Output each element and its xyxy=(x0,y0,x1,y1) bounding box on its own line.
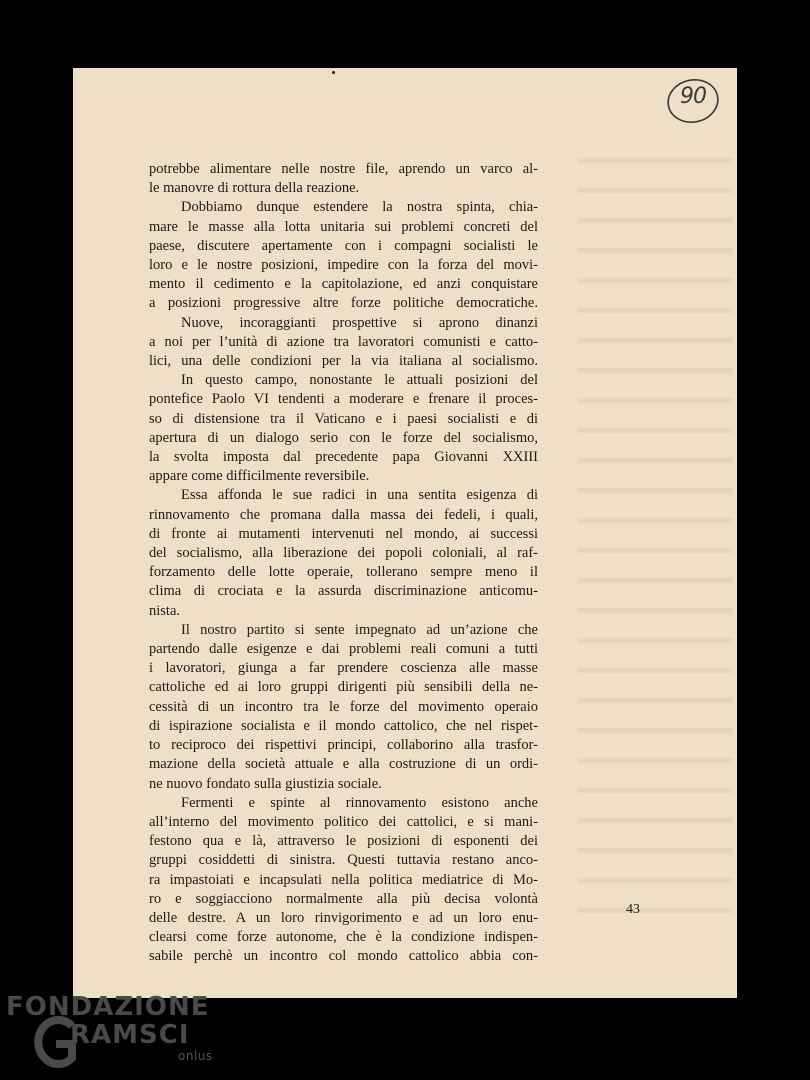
text-line: di ispirazione socialista e il mondo cattolico, che nel rispet- xyxy=(149,717,538,734)
text-line: apertura di un dialogo serio con le forze del socialismo, xyxy=(149,429,538,446)
text-line: Fermenti e spinte al rinnovamento esistono anche xyxy=(181,794,538,811)
text-line: mare le masse alla lotta unitaria sui problemi concreti del xyxy=(149,218,538,235)
text-line: a posizioni progressive altre forze politiche democratiche. xyxy=(149,295,538,312)
text-line: le manovre di rottura della reazione. xyxy=(149,180,360,197)
text-line: lici, una delle condizioni per la via italiana al socialismo. xyxy=(149,353,538,370)
watermark-line-3: onlus xyxy=(178,1049,213,1063)
text-line: Nuove, incoraggianti prospettive si aprono dinanzi xyxy=(181,314,538,331)
text-line: festono qua e là, attraverso le posizioni di esponenti dei xyxy=(149,833,538,850)
text-line: Essa affonda le sue radici in una sentita esigenza di xyxy=(181,487,538,504)
text-line: sabile perchè un incontro col mondo cattolico abbia con- xyxy=(149,948,538,965)
fondazione-gramsci-watermark xyxy=(0,992,260,1080)
text-line: to reciproco dei rispettivi principi, collaborino alla trasfor- xyxy=(149,737,538,754)
text-line: pontefice Paolo VI tendenti a moderare e frenare il proces- xyxy=(149,391,538,408)
text-line: la svolta imposta dal precedente papa Giovanni XXIII xyxy=(149,449,538,466)
page-number: 43 xyxy=(626,902,640,917)
text-line: forzamento delle lotte operaie, tollerano sempre meno il xyxy=(149,564,538,581)
body-text xyxy=(149,160,538,967)
text-line: so di distensione tra il Vaticano e i paesi socialisti e di xyxy=(149,410,538,427)
text-line: nista. xyxy=(149,602,181,619)
text-line: ro e soggiacciono normalmente alla più decisa volontà xyxy=(149,890,538,907)
text-line: partendo dalle esigenze e dai problemi reali comuni a tutti xyxy=(149,641,538,658)
folio-number: 90 xyxy=(680,84,706,109)
text-line: mento il cedimento e la capitolazione, ed anzi conquistare xyxy=(149,276,538,293)
text-line: gruppi cosiddetti di sinistra. Questi tuttavia restano anco- xyxy=(149,852,538,869)
text-line: loro e le nostre posizioni, impedire con la forza del movi- xyxy=(149,257,538,274)
text-line: all’interno del movimento politico dei cattolici, e si mani- xyxy=(149,813,538,830)
text-line: ra impastoiati e incapsulati nella politica mediatrice di Mo- xyxy=(149,871,538,888)
text-line: mazione della società attuale e alla costruzione di un ordi- xyxy=(149,756,538,773)
ink-speck xyxy=(332,71,335,74)
text-line: a noi per l’unità di azione tra lavoratori comunisti e catto- xyxy=(149,333,538,350)
text-line: clearsi come forze autonome, che è la condizione indispen- xyxy=(149,929,538,946)
text-line: delle destre. A un loro rinvigorimento e ad un loro enu- xyxy=(149,909,538,926)
text-line: rinnovamento che promana dalla massa dei fedeli, i quali, xyxy=(149,506,538,523)
text-line: potrebbe alimentare nelle nostre file, aprendo un varco al- xyxy=(149,161,538,177)
text-line: cessità di un incontro tra le forze del movimento operaio xyxy=(149,698,538,715)
watermark-line-2: RAMSCI xyxy=(70,1020,190,1050)
text-line: del socialismo, alla liberazione dei popoli coloniali, al raf- xyxy=(149,545,538,562)
text-line: i lavoratori, giunga a far prendere coscienza alle masse xyxy=(149,660,538,677)
text-line: ne nuovo fondato sulla giustizia sociale. xyxy=(149,775,382,792)
scanned-page xyxy=(73,68,737,998)
handwritten-folio-mark xyxy=(665,77,721,125)
watermark-line-1: FONDAZIONE xyxy=(6,992,210,1022)
text-line: di fronte ai mutamenti intervenuti nel mondo, ai successi xyxy=(149,525,538,542)
show-through-text xyxy=(578,158,733,938)
text-line: In questo campo, nonostante le attuali posizioni del xyxy=(181,372,538,389)
text-line: Dobbiamo dunque estendere la nostra spinta, chia- xyxy=(181,199,538,216)
text-line: cattoliche ed ai loro gruppi dirigenti più sensibili della ne- xyxy=(149,679,538,696)
text-line: Il nostro partito si sente impegnato ad un’azione che xyxy=(181,621,538,638)
text-line: paese, discutere apertamente con i compagni socialisti le xyxy=(149,237,538,254)
text-line: clima di crociata e la assurda discriminazione anticomu- xyxy=(149,583,538,600)
text-line: appare come difficilmente reversibile. xyxy=(149,468,370,485)
